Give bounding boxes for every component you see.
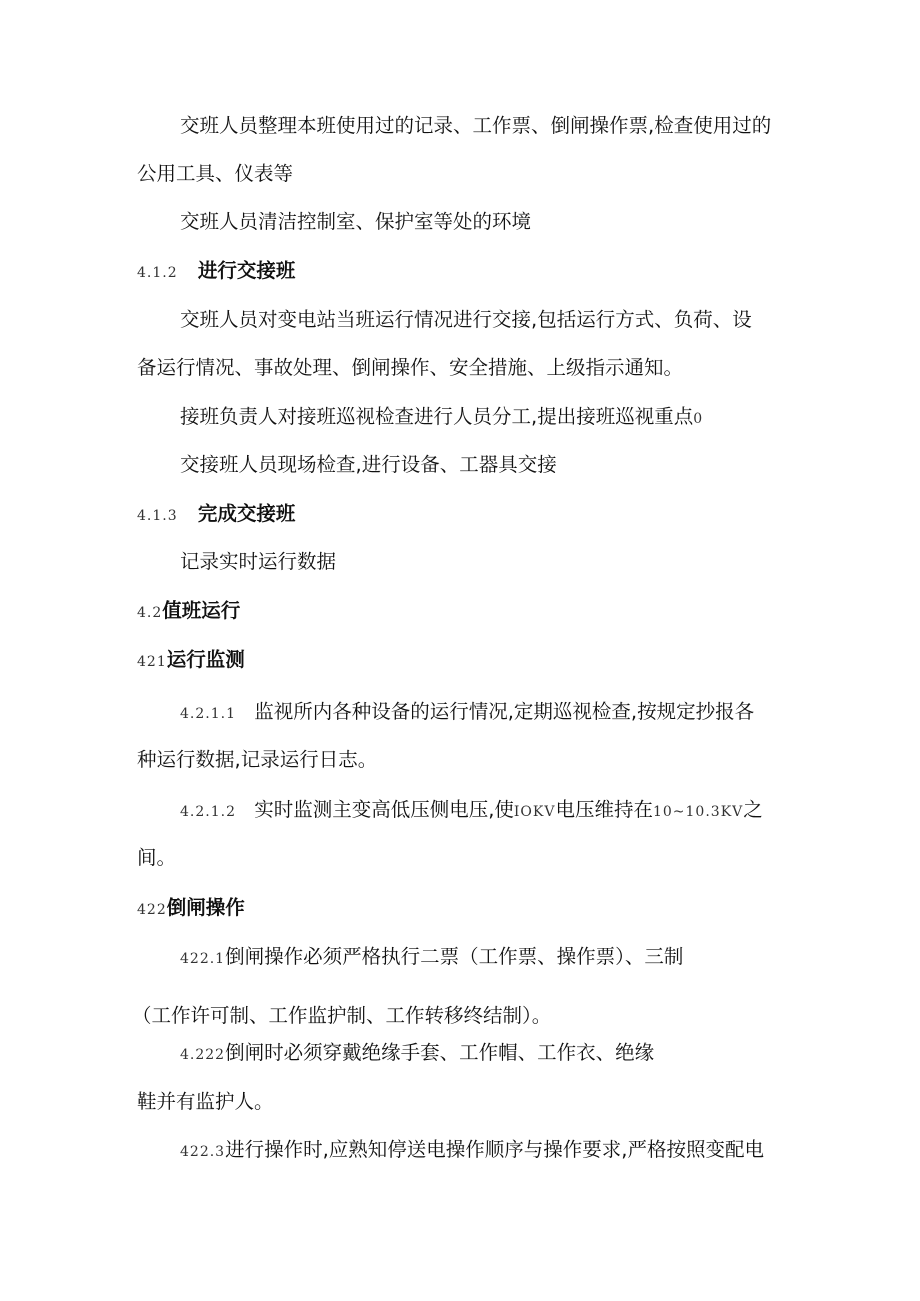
section-number: 4.1.2 bbox=[137, 265, 178, 281]
clause-text: 实时监测主变高低压侧电压,使 bbox=[254, 798, 514, 821]
voltage-range: 10~10.3KV bbox=[652, 804, 744, 820]
clause-number: 4.2.1.2 bbox=[180, 804, 236, 820]
clause-number: 4.2.1.1 bbox=[180, 706, 236, 722]
section-title: 进行交接班 bbox=[197, 259, 296, 282]
paragraph-line bbox=[180, 1135, 764, 1167]
clause-number: 4.222 bbox=[180, 1047, 226, 1063]
voltage-value: IOKV bbox=[513, 804, 556, 820]
section-heading-4-2 bbox=[137, 596, 240, 628]
paragraph-line: 鞋并有监护人。 bbox=[137, 1090, 274, 1113]
section-title: 值班运行 bbox=[162, 599, 241, 622]
section-number: 422 bbox=[137, 902, 167, 918]
section-title: 运行监测 bbox=[166, 648, 245, 671]
section-title: 完成交接班 bbox=[197, 502, 296, 525]
clause-text: 之 bbox=[743, 798, 763, 821]
clause-number: 422.3 bbox=[180, 1144, 226, 1160]
paragraph-line bbox=[180, 402, 703, 434]
clause-text: 进行操作时,应熟知停送电操作顺序与操作要求,严格按照变配电 bbox=[225, 1138, 764, 1161]
trailing-mark: 0 bbox=[693, 411, 704, 427]
paragraph-line bbox=[180, 1038, 654, 1070]
section-number: 4.2 bbox=[137, 605, 163, 621]
paragraph-text: 接班负责人对接班巡视检查进行人员分工,提出接班巡视重点 bbox=[180, 405, 694, 428]
paragraph-line: （工作许可制、工作监护制、工作转移终结制）。 bbox=[132, 1004, 552, 1027]
clause-text: 倒闸时必须穿戴绝缘手套、工作帽、工作衣、绝缘 bbox=[225, 1041, 655, 1064]
clause-number: 422.1 bbox=[180, 951, 226, 967]
clause-text: 倒闸操作必须严格执行二票（工作票、操作票）、三制 bbox=[225, 945, 684, 968]
section-heading-4-1-2 bbox=[137, 256, 295, 288]
clause-text: 电压维持在 bbox=[555, 798, 653, 821]
paragraph-line bbox=[180, 942, 683, 974]
paragraph-line bbox=[180, 697, 754, 729]
section-number: 421 bbox=[137, 654, 167, 670]
paragraph-line: 交班人员清洁控制室、保护室等处的环境 bbox=[180, 210, 532, 233]
paragraph-line: 公用工具、仪表等 bbox=[137, 162, 294, 185]
paragraph-line: 交班人员对变电站当班运行情况进行交接,包括运行方式、负荷、设 bbox=[180, 308, 752, 331]
paragraph-line: 交接班人员现场检查,进行设备、工器具交接 bbox=[180, 453, 557, 476]
section-title: 倒闸操作 bbox=[166, 896, 245, 919]
section-heading-4-1-3 bbox=[137, 499, 295, 531]
section-number: 4.1.3 bbox=[137, 508, 178, 524]
paragraph-line: 记录实时运行数据 bbox=[180, 550, 337, 573]
paragraph-line: 备运行情况、事故处理、倒闸操作、安全措施、上级指示通知。 bbox=[137, 356, 684, 379]
paragraph-line: 交班人员整理本班使用过的记录、工作票、倒闸操作票,检查使用过的 bbox=[180, 114, 772, 137]
section-heading-4-2-2 bbox=[137, 893, 245, 925]
section-heading-4-2-1 bbox=[137, 645, 245, 677]
paragraph-line: 种运行数据,记录运行日志。 bbox=[137, 748, 378, 771]
clause-text: 监视所内各种设备的运行情况,定期巡视检查,按规定抄报各 bbox=[254, 700, 755, 723]
paragraph-line bbox=[180, 795, 763, 827]
paragraph-line: 间。 bbox=[137, 846, 177, 869]
